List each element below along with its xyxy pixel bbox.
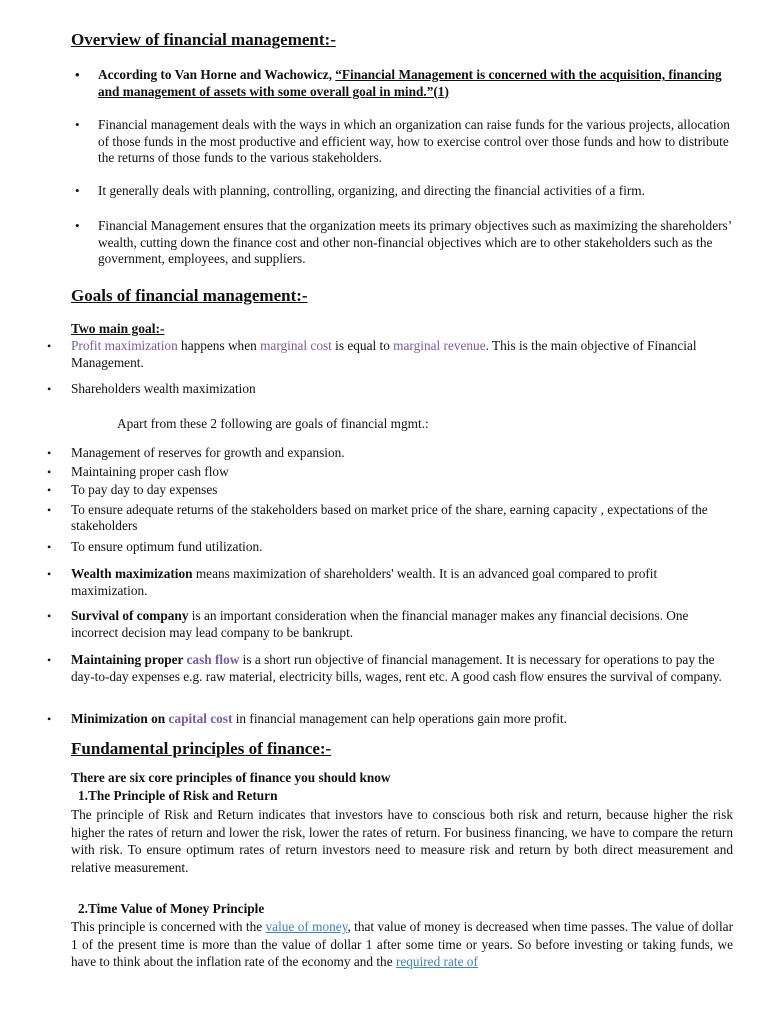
list-item: • Shareholders wealth maximization [71,381,733,398]
list-item: • Wealth maximization means maximization of shareholders' wealth. It is an advanced goal compared to profit maximization. [71,566,733,599]
cash-flow-link[interactable]: cash flow [186,652,240,667]
list-item: • To ensure optimum fund utilization. [71,538,733,557]
principles-intro: There are six core principles of finance you should know [71,770,391,785]
list-item: • To ensure adequate returns of the stakeholders based on market price of the share, earning capacity , expectations of the stakeholders [71,502,733,535]
apart-text: Apart from these 2 following are goals of financial mgmt.: [117,416,429,431]
principle-1-title: 1.The Principle of Risk and Return [78,788,278,803]
list-item: • Minimization on capital cost in financial management can help operations gain more profit. [71,711,733,728]
overview-heading: Overview of financial management:- [71,30,336,49]
principles-heading: Fundamental principles of finance:- [71,739,332,758]
profit-maximization-link[interactable]: Profit maximization [71,338,178,353]
principle-2-title: 2.Time Value of Money Principle [78,901,265,916]
marginal-revenue-link[interactable]: marginal revenue [393,338,486,353]
goals-subheading: Two main goal:- [71,321,165,336]
marginal-cost-link[interactable]: marginal cost [260,338,332,353]
required-rate-link[interactable]: required rate of [395,954,478,969]
list-item: • Maintaining proper cash flow [71,463,733,482]
list-item: • Financial management deals with the ways in which an organization can raise funds for the various projects, allocation of those funds in the most productive and efficient way, how to exercise control over those funds and how to distribute the returns of those funds to the various stakeholders. [98,117,738,167]
principle-1-text: The principle of Risk and Return indicates that investors have to conscious both risk and return, because higher the risk higher the rates of return and lower the risk, lower the rates of return. For business financing, we have to compare the return with risk. To ensure optimum rates of return investors need to measure risk and return by both direct measurement and relative measurement. [71,807,733,875]
goals-heading: Goals of financial management:- [71,286,308,305]
list-item: • Management of reserves for growth and expansion. [71,444,733,463]
list-item: • Profit maximization happens when marginal cost is equal to marginal revenue. This is the main objective of Financial Management. [71,338,733,371]
list-item: • To pay day to day expenses [71,481,733,500]
capital-cost-link[interactable]: capital cost [168,711,233,726]
goals-list [71,444,733,556]
overview-list [98,67,738,100]
list-item: • Maintaining proper cash flow is a short run objective of financial management. It is necessary for operations to pay the day-to-day expenses e.g. raw material, electricity bills, wages, rent etc. A good cash flow ensures the survival of company. [71,652,733,685]
list-item: • Survival of company is an important consideration when the financial manager makes any financial decisions. One incorrect decision may lead company to be bankrupt. [71,608,733,641]
list-item: • Financial Management ensures that the organization meets its primary objectives such as maximizing the shareholders’ wealth, cutting down the finance cost and other non-financial objectives which are to other stakeholders such as the government, employees, and suppliers. [98,218,738,268]
list-item: • It generally deals with planning, controlling, organizing, and directing the financial activities of a firm. [98,183,738,200]
list-item: • According to Van Horne and Wachowicz, “Financial Management is concerned with the acquisition, financing and management of assets with some overall goal in mind.”(1) [98,67,738,100]
principle-2-text: This principle is concerned with the value of money, that value of money is decreased when time passes. The value of dollar 1 of the present time is more than the value of dollar 1 after some time or years. So before investing or taking funds, we have to think about the inflation rate of the economy and the required rate of [71,919,733,969]
value-of-money-link[interactable]: value of money [265,919,348,934]
